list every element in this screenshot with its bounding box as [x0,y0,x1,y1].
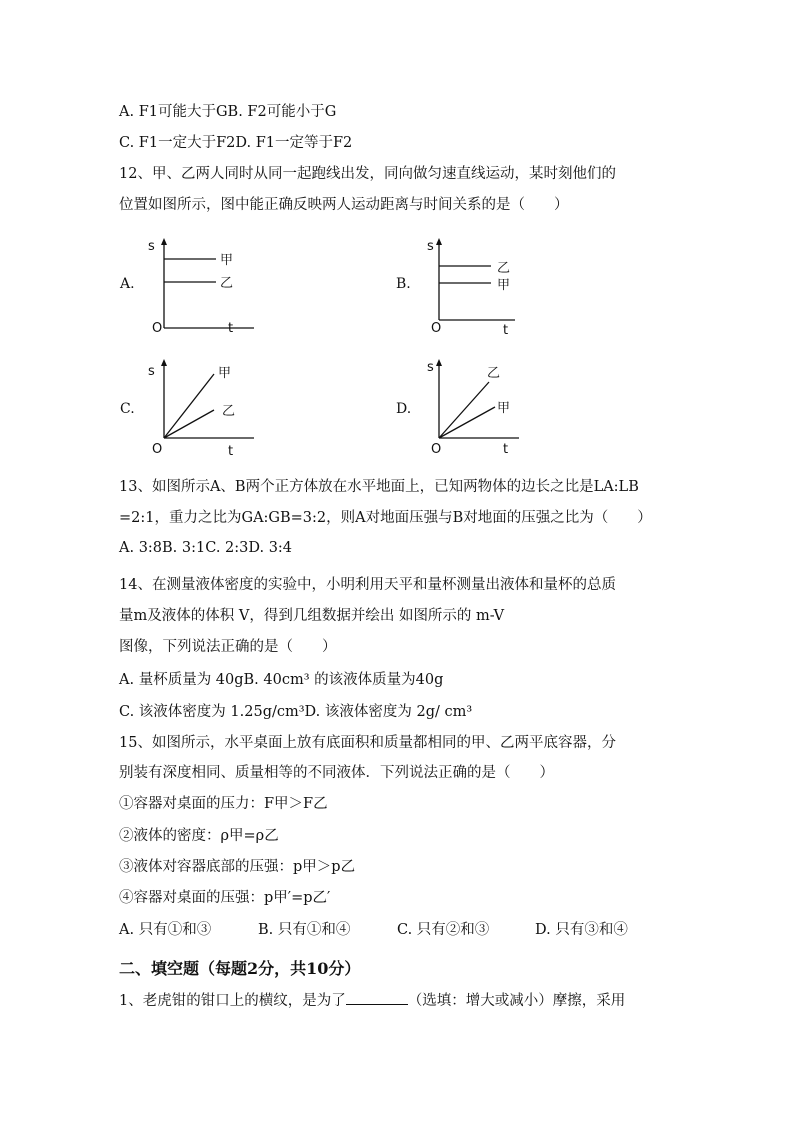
line-bottom-label: 乙 [222,404,236,419]
q14-options-cd: C. 该液体密度为 1.25g/cm³D. 该液体密度为 2g/ cm³ [119,704,473,720]
q12-graph-a [150,236,260,340]
line-top-label: 甲 [220,253,234,268]
q12-option-a-label: A. [120,276,135,292]
line-bottom-label: 甲 [497,401,511,416]
y-axis-label: s [148,239,155,254]
x-axis-label: t [503,442,509,457]
x-axis-label: t [503,323,509,338]
origin-label: O [431,442,442,457]
section-title-fill-in: 二、填空题（每题2分，共10分） [119,959,361,978]
line-top-label: 乙 [497,261,511,276]
y-axis-label: s [427,360,434,375]
q11-options-cd: C. F1一定大于F2D. F1一定等于F2 [119,135,353,151]
q15-stem-line1: 15、如图所示，水平桌面上放有底面积和质量都相同的甲、乙两平底容器，分 [119,735,616,751]
q13-stem-line2: =2:1，重力之比为GA:GB=3:2，则A对地面压强与B对地面的压强之比为（ ） [119,510,652,526]
q12-graph-b [425,236,535,340]
fill-q1-text-end: （选填：增大或减小）摩擦，采用 [407,993,626,1009]
x-axis-label: t [228,321,234,336]
fill-q1 [119,990,625,1011]
q15-statement-2: ②液体的密度：ρ甲=ρ乙 [119,828,279,844]
y-axis-label: s [148,364,155,379]
q12-option-b-label: B. [396,276,411,292]
q14-stem-line1: 14、在测量液体密度的实验中，小明利用天平和量杯测量出液体和量杯的总质 [119,577,616,593]
origin-label: O [152,321,163,336]
q13-stem-line1: 13、如图所示A、B两个正方体放在水平地面上，已知两物体的边长之比是LA:LB [119,479,639,495]
line-bottom-label: 乙 [220,276,234,291]
y-axis-label: s [427,239,434,254]
q11-options-ab: A. F1可能大于GB. F2可能小于G [119,104,337,120]
fill-q1-text-start: 1、老虎钳的钳口上的横纹，是为了 [119,993,346,1009]
q14-stem-line3: 图像，下列说法正确的是（ ） [119,639,337,655]
q12-stem-line1: 12、甲、乙两人同时从同一起跑线出发，同向做匀速直线运动，某时刻他们的 [119,166,616,182]
q15-statement-3: ③液体对容器底部的压强：p甲＞p乙 [119,859,356,875]
q12-option-c-label: C. [120,401,135,417]
line-bottom-label: 甲 [497,278,511,293]
q12-option-d-label: D. [396,401,412,417]
line-top-label: 甲 [218,366,232,381]
q13-options: A. 3:8B. 3:1C. 2:3D. 3:4 [119,540,293,556]
q15-statement-1: ①容器对桌面的压力：F甲＞F乙 [119,796,328,812]
q15-statement-4: ④容器对桌面的压强：p甲′=p乙′ [119,890,331,906]
q15-option-c: C. 只有②和③ [397,922,490,938]
q14-options-ab: A. 量杯质量为 40gB. 40cm³ 的该液体质量为40g [119,672,444,688]
origin-label: O [431,321,442,336]
origin-label: O [152,442,163,457]
q12-graph-c [150,357,260,461]
q15-option-d: D. 只有③和④ [535,922,628,938]
q15-option-a: A. 只有①和③ [119,922,212,938]
q12-stem-line2: 位置如图所示，图中能正确反映两人运动距离与时间关系的是（ ） [119,197,569,213]
fill-q1-blank[interactable] [346,990,408,1005]
q15-stem-line2: 别装有深度相同、质量相等的不同液体．下列说法正确的是（ ） [119,765,554,781]
line-top-label: 乙 [487,366,501,381]
x-axis-label: t [228,444,234,459]
q12-graph-d [425,357,535,461]
q15-option-b: B. 只有①和④ [258,922,351,938]
q14-stem-line2: 量m及液体的体积 V，得到几组数据并绘出 如图所示的 m-V [119,608,505,624]
